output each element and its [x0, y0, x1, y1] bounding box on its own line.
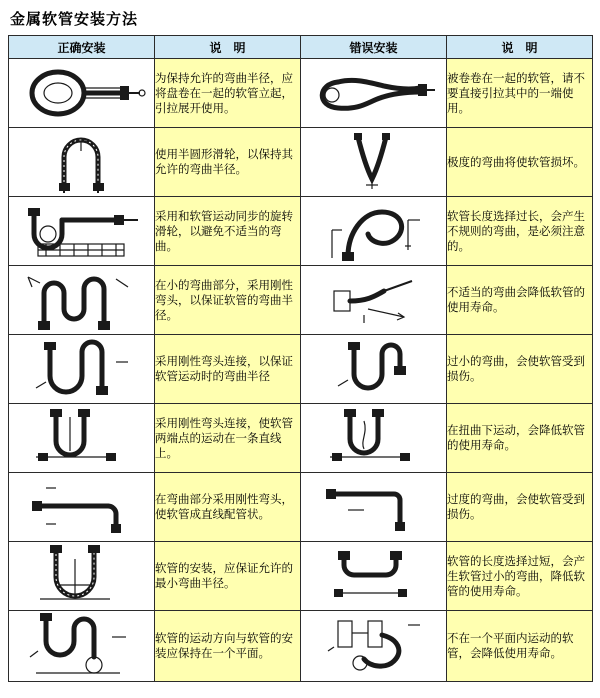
table-row	[9, 266, 593, 335]
coiled-hose-pulled-from-middle-icon	[301, 59, 445, 127]
figure-cell-wrong	[301, 128, 447, 197]
header-wrong-install: 错误安装	[301, 36, 447, 59]
hose-too-long-irregular-bend-icon	[301, 197, 445, 265]
figure-cell-correct	[9, 404, 155, 473]
hose-with-rotating-pulley-sync-icon	[9, 197, 153, 265]
figure-cell-correct	[9, 128, 155, 197]
description-correct: 采用刚性弯头连接，使软管两端点的运动在一条直线上。	[155, 404, 301, 473]
figure-cell-correct	[9, 542, 155, 611]
hose-sharp-v-bend-icon	[301, 128, 445, 196]
page-title: 金属软管安装方法	[10, 10, 139, 28]
description-correct: 在弯曲部分采用刚性弯头，使软管成直线配管状。	[155, 473, 301, 542]
too-small-bend-radius-hook-icon	[301, 335, 445, 403]
figure-cell-correct	[9, 335, 155, 404]
description-correct: 采用刚性弯头连接，以保证软管运动时的弯曲半径	[155, 335, 301, 404]
table-header-row	[9, 36, 593, 59]
description-wrong: 过小的弯曲，会使软管受到损伤。	[447, 335, 593, 404]
figure-cell-wrong	[301, 611, 447, 682]
motion-in-same-plane-icon	[9, 611, 153, 681]
table-row	[9, 542, 593, 611]
improper-bend-near-fitting-icon	[301, 266, 445, 334]
twisting-motion-u-hose-icon	[301, 404, 445, 472]
table-row	[9, 197, 593, 266]
description-correct: 软管的安装，应保证允许的最小弯曲半径。	[155, 542, 301, 611]
description-correct: 在小的弯曲部分，采用刚性弯头，以保证软管的弯曲半径。	[155, 266, 301, 335]
rigid-bend-at-small-radius-icon	[9, 266, 153, 334]
figure-cell-wrong	[301, 197, 447, 266]
figure-cell-correct	[9, 611, 155, 682]
rigid-elbow-connection-u-shape-icon	[9, 335, 153, 403]
rigid-elbow-straight-piping-icon	[9, 473, 153, 541]
installed-with-min-bend-radius-icon	[9, 542, 153, 610]
figure-cell-wrong	[301, 335, 447, 404]
description-correct: 软管的运动方向与软管的安装应保持在一个平面。	[155, 611, 301, 682]
header-correct-install: 正确安装	[9, 36, 155, 59]
table-row	[9, 473, 593, 542]
description-wrong: 极度的弯曲将使软管损坏。	[447, 128, 593, 197]
excessive-bend-at-end-icon	[301, 473, 445, 541]
rigid-elbows-both-ends-straight-line-icon	[9, 404, 153, 472]
description-correct: 采用和软管运动同步的旋转滑轮，以避免不适当的弯曲。	[155, 197, 301, 266]
description-wrong: 软管长度选择过长，会产生不规则的弯曲，是必须注意的。	[447, 197, 593, 266]
description-wrong: 不适当的弯曲会降低软管的使用寿命。	[447, 266, 593, 335]
installation-methods-table	[8, 35, 593, 682]
hose-over-semicircular-sheave-icon	[9, 128, 153, 196]
hose-too-long-small-bend-icon	[301, 542, 445, 610]
figure-cell-wrong	[301, 266, 447, 335]
motion-out-of-plane-icon	[301, 611, 445, 681]
table-row	[9, 128, 593, 197]
description-correct: 为保持允许的弯曲半径，应将盘卷在一起的软管立起，引拉展开使用。	[155, 59, 301, 128]
table-row	[9, 404, 593, 473]
table-row	[9, 335, 593, 404]
figure-cell-wrong	[301, 404, 447, 473]
description-wrong: 被卷卷在一起的软管，请不要直接引拉其中的一端使用。	[447, 59, 593, 128]
table-row	[9, 59, 593, 128]
description-wrong: 过度的弯曲，会使软管受到损伤。	[447, 473, 593, 542]
figure-cell-correct	[9, 197, 155, 266]
header-correct-description: 说 明	[155, 36, 301, 59]
figure-cell-wrong	[301, 473, 447, 542]
description-wrong: 软管的长度选择过短，会产生软管过小的弯曲，降低软管的使用寿命。	[447, 542, 593, 611]
figure-cell-wrong	[301, 542, 447, 611]
header-wrong-description: 说 明	[447, 36, 593, 59]
description-correct: 使用半圆形滑轮，以保持其允许的弯曲半径。	[155, 128, 301, 197]
figure-cell-correct	[9, 473, 155, 542]
coiled-hose-on-reel-icon	[9, 59, 153, 127]
description-wrong: 在扭曲下运动，会降低软管的使用寿命。	[447, 404, 593, 473]
description-wrong: 不在一个平面内运动的软管，会降低使用寿命。	[447, 611, 593, 682]
figure-cell-correct	[9, 266, 155, 335]
figure-cell-correct	[9, 59, 155, 128]
figure-cell-wrong	[301, 59, 447, 128]
table-row	[9, 611, 593, 682]
